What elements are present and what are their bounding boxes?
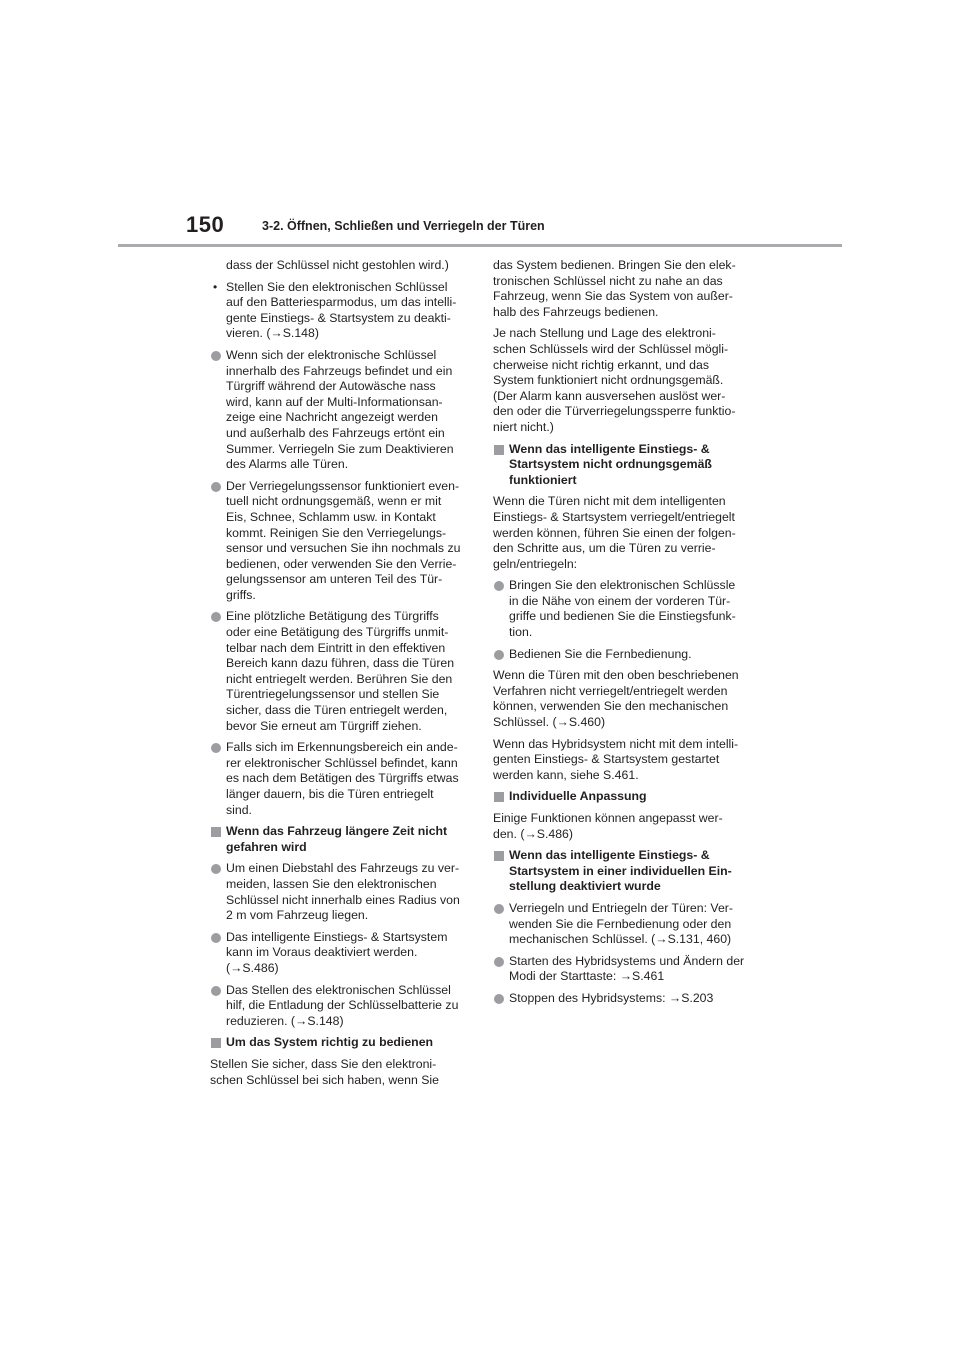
paragraph	[210, 1057, 464, 1088]
square-marker-icon	[211, 1038, 221, 1048]
text-line: bedienen, oder verwenden Sie den Verrie-	[226, 556, 457, 571]
paragraph	[493, 811, 747, 842]
text-line: Wenn das intelligente Einstiegs- &	[509, 441, 710, 456]
text-line: Schlüssel nicht innerhalb eines Radius von	[226, 892, 460, 907]
bullet-item	[493, 647, 747, 663]
text-line: Einstiegs- & Startsystem verriegelt/entriegelt	[493, 509, 735, 524]
text-line: tion.	[509, 625, 533, 640]
text-line: Türgriff während der Autowäsche nass	[226, 379, 436, 394]
text-line: Wenn sich der elektronische Schlüssel	[226, 347, 437, 362]
bullet-item	[493, 991, 747, 1007]
text-line: tronischen Schlüssel nicht zu nahe an das	[493, 273, 723, 288]
text-line: vieren. (→S.148)	[226, 326, 319, 341]
page-number: 150	[186, 212, 225, 237]
text-line: Um das System richtig zu bedienen	[226, 1035, 434, 1050]
dot-icon: •	[213, 279, 218, 294]
bullet-icon	[211, 743, 221, 753]
text-line: Das Stellen des elektronischen Schlüssel	[226, 982, 451, 997]
text-line: dass der Schlüssel nicht gestohlen wird.)	[226, 258, 449, 272]
text-line: innerhalb des Fahrzeugs befindet und ein	[226, 363, 453, 378]
page-header	[0, 0, 960, 250]
text-line: rer elektronischer Schlüssel befindet, kann	[226, 755, 458, 770]
text-line: meiden, lassen Sie den elektronischen	[226, 876, 437, 891]
paragraph	[493, 737, 747, 784]
text-line: gelungssensor am unteren Teil des Tür-	[226, 572, 443, 587]
text-line: mechanischen Schlüssel. (→S.131, 460)	[509, 932, 732, 947]
section-heading	[210, 1035, 464, 1051]
text-line: Wenn das Fahrzeug längere Zeit nicht	[226, 824, 448, 839]
text-line: gente Einstiegs- & Startsystem zu deakti-	[226, 310, 451, 325]
text-line: Schlüssel. (→S.460)	[493, 715, 606, 730]
text-line: Der Verriegelungssensor funktioniert even-	[226, 478, 460, 493]
text-line: Starten des Hybridsystems und Ändern der	[509, 953, 745, 968]
paragraph	[210, 258, 464, 274]
text-line: (Der Alarm kann ausversehen auslöst wer-	[493, 388, 726, 403]
text-line: tuell nicht ordnungsgemäß, wenn er mit	[226, 494, 442, 509]
text-line: oder eine Betätigung des Türgriffs unmit-	[226, 625, 449, 640]
text-line: griffe und bedienen Sie die Einstiegsfunk-	[509, 609, 736, 624]
bullet-item	[210, 479, 464, 604]
text-line: den oder die Türverriegelungssperre funktio-	[493, 404, 736, 419]
bullet-item	[210, 930, 464, 977]
paragraph	[493, 258, 747, 320]
text-line: griffs.	[226, 587, 256, 602]
text-line: Wenn die Türen nicht mit dem intelligenten	[493, 494, 726, 509]
text-line: stellung deaktiviert wurde	[509, 879, 661, 894]
bullet-item	[210, 740, 464, 818]
bullet-icon	[211, 986, 221, 996]
header-divider	[118, 244, 842, 247]
bullet-icon	[211, 482, 221, 492]
right-column	[493, 258, 747, 1013]
text-line: Fahrzeug, wenn Sie das System von außer-	[493, 289, 733, 304]
paragraph	[493, 494, 747, 572]
text-line: schen Schlüssels wird der Schlüssel mögli-	[493, 341, 729, 356]
text-line: es nach dem Betätigen des Türgriffs etwas	[226, 771, 459, 786]
text-line: Bereich kann dazu führen, dass die Türen	[226, 656, 455, 671]
text-line: Stellen Sie den elektronischen Schlüssel	[226, 279, 448, 294]
text-line: zeige eine Nachricht angezeigt werden	[226, 410, 438, 425]
text-line: cherweise nicht richtig erkannt, und das	[493, 357, 709, 372]
text-line: (→S.486)	[226, 960, 279, 975]
bullet-icon	[211, 612, 221, 622]
bullet-icon	[494, 994, 504, 1004]
bullet-item	[493, 901, 747, 948]
text-line: telbar nach dem Eintritt in den effektiven	[226, 640, 446, 655]
text-line: sensor und versuchen Sie ihn nochmals zu	[226, 541, 461, 556]
bullet-icon	[494, 581, 504, 591]
text-line: Modi der Starttaste: →S.461	[509, 969, 665, 984]
section-heading	[493, 848, 747, 895]
left-column	[210, 258, 464, 1094]
text-line: hilf, die Entladung der Schlüsselbatterie zu	[226, 998, 459, 1013]
text-line: Türentriegelungssensor und stellen Sie	[226, 687, 440, 702]
bullet-icon	[494, 650, 504, 660]
text-line: sicher, dass die Türen entriegelt werden,	[226, 703, 448, 718]
text-line: in die Nähe von einem der vorderen Tür-	[509, 593, 731, 608]
text-line: den. (→S.486)	[493, 826, 573, 841]
text-line: Falls sich im Erkennungsbereich ein ande-	[226, 740, 458, 755]
bullet-item	[210, 609, 464, 734]
text-line: niert nicht.)	[493, 419, 554, 434]
text-line: halb des Fahrzeugs bedienen.	[493, 304, 659, 319]
section-heading	[493, 442, 747, 489]
text-line: System funktioniert nicht ordnungsgemäß.	[493, 373, 724, 388]
bullet-item	[493, 578, 747, 640]
bullet-icon	[494, 904, 504, 914]
text-line: Eis, Schnee, Schlamm usw. in Kontakt	[226, 509, 436, 524]
square-marker-icon	[494, 792, 504, 802]
text-line: Eine plötzliche Betätigung des Türgriffs	[226, 609, 439, 624]
text-line: Verriegeln und Entriegeln der Türen: Ver-	[509, 900, 733, 915]
text-line: Bedienen Sie die Fernbedienung.	[509, 646, 692, 661]
dot-list-item	[210, 280, 464, 342]
text-line: Wenn die Türen mit den oben beschriebenen	[493, 668, 739, 683]
text-line: gefahren wird	[226, 839, 307, 854]
bullet-icon	[211, 933, 221, 943]
bullet-item	[493, 954, 747, 985]
text-line: genten Einstiegs- & Startsystem gestartet	[493, 752, 720, 767]
text-line: Um einen Diebstahl des Fahrzeugs zu ver-	[226, 861, 460, 876]
section-title: 3-2. Öffnen, Schließen und Verriegeln der Türen	[262, 219, 545, 233]
text-line: den Schritte aus, um die Türen zu verrie-	[493, 541, 716, 556]
text-line: Wenn das intelligente Einstiegs- &	[509, 848, 710, 863]
text-line: reduzieren. (→S.148)	[226, 1013, 344, 1028]
text-line: Verfahren nicht verriegelt/entriegelt werden	[493, 683, 728, 698]
text-line: geln/entriegeln:	[493, 556, 578, 571]
bullet-icon	[211, 351, 221, 361]
text-line: 2 m vom Fahrzeug liegen.	[226, 908, 369, 923]
text-line: Einige Funktionen können angepasst wer-	[493, 811, 723, 825]
text-line: Bringen Sie den elektronischen Schlüssle	[509, 578, 736, 593]
text-line: nicht entriegelt werden. Berühren Sie den	[226, 671, 453, 686]
text-line: Summer. Verriegeln Sie zum Deaktivieren	[226, 441, 454, 456]
text-line: kann im Voraus deaktiviert werden.	[226, 945, 418, 960]
text-line: Stellen Sie sicher, dass Sie den elektroni-	[210, 1056, 437, 1071]
paragraph	[493, 668, 747, 730]
text-line: Das intelligente Einstiegs- & Startsystem	[226, 929, 448, 944]
bullet-icon	[494, 957, 504, 967]
section-heading	[210, 824, 464, 855]
bullet-icon	[211, 864, 221, 874]
text-line: auf den Batteriesparmodus, um das intelli-	[226, 295, 457, 310]
text-line: Individuelle Anpassung	[509, 789, 647, 804]
text-line: Startsystem nicht ordnungsgemäß	[509, 457, 712, 472]
text-line: und außerhalb des Fahrzeugs ertönt ein	[226, 425, 445, 440]
text-line: kommt. Reinigen Sie den Verriegelungs-	[226, 525, 447, 540]
square-marker-icon	[494, 445, 504, 455]
text-line: schen Schlüssel bei sich haben, wenn Sie	[210, 1072, 439, 1087]
text-line: werden kann, siehe S.461.	[493, 767, 639, 782]
text-line: das System bedienen. Bringen Sie den elek-	[493, 258, 736, 272]
bullet-item	[210, 983, 464, 1030]
text-line: Startsystem in einer individuellen Ein-	[509, 863, 732, 878]
text-line: Je nach Stellung und Lage des elektroni-	[493, 326, 716, 341]
text-line: des Alarms alle Türen.	[226, 457, 349, 472]
text-line: werden können, führen Sie einen der folgen-	[493, 525, 736, 540]
text-line: bevor Sie erneut am Türgriff ziehen.	[226, 718, 422, 733]
text-line: Stoppen des Hybridsystems: →S.203	[509, 990, 714, 1005]
text-line: können, verwenden Sie den mechanischen	[493, 699, 729, 714]
square-marker-icon	[211, 827, 221, 837]
text-line: funktioniert	[509, 472, 577, 487]
square-marker-icon	[494, 851, 504, 861]
text-line: länger dauern, bis die Türen entriegelt	[226, 787, 434, 801]
text-line: sind.	[226, 802, 252, 817]
bullet-item	[210, 348, 464, 473]
text-line: wird, kann auf der Multi-Informationsan-	[226, 394, 443, 409]
section-heading	[493, 789, 747, 805]
bullet-item	[210, 861, 464, 923]
text-line: wenden Sie die Fernbedienung oder den	[509, 916, 732, 931]
text-line: Wenn das Hybridsystem nicht mit dem intelli-	[493, 736, 739, 751]
paragraph	[493, 326, 747, 435]
